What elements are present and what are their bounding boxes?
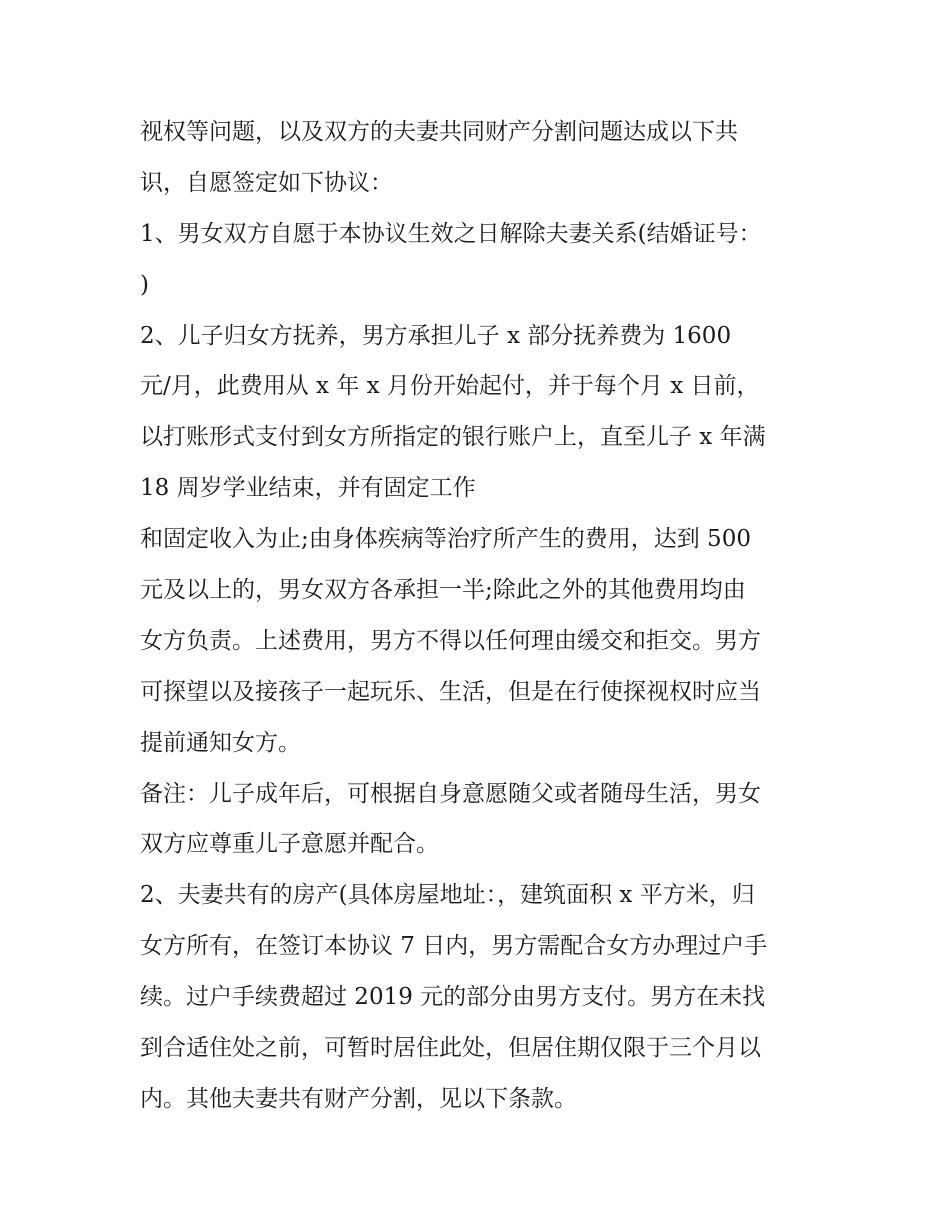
text-line: 可探望以及接孩子一起玩乐、生活，但是在行使探视权时应当 <box>140 678 761 705</box>
text-line: 2、夫妻共有的房产(具体房屋地址：，建筑面积 x 平方米，归 <box>140 882 755 909</box>
text-line: 以打账形式支付到女方所指定的银行账户上，直至儿子 x 年满 <box>140 424 766 451</box>
text-line: ) <box>140 271 149 298</box>
text-line: 女方负责。上述费用，男方不得以任何理由缓交和拒交。男方 <box>140 627 761 654</box>
text-line: 提前通知女方。 <box>140 729 301 756</box>
text-line: 视权等问题，以及双方的夫妻共同财产分割问题达成以下共 <box>140 119 738 145</box>
text-line: 2、儿子归女方抚养，男方承担儿子 x 部分抚养费为 1600 <box>140 322 732 349</box>
text-line: 18 周岁学业结束，并有固定工作 <box>140 475 476 502</box>
text-line: 元/月，此费用从 x 年 x 月份开始起付，并于每个月 x 日前， <box>140 373 760 400</box>
text-line: 元及以上的，男女双方各承担一半;除此之外的其他费用均由 <box>140 577 746 604</box>
text-line: 备注：儿子成年后，可根据自身意愿随父或者随母生活，男女 <box>140 780 761 807</box>
agreement-text <box>140 107 830 1125</box>
text-line: 内。其他夫妻共有财产分割，见以下条款。 <box>140 1085 577 1112</box>
text-line: 双方应尊重儿子意愿并配合。 <box>140 831 439 858</box>
text-line: 1、男女双方自愿于本协议生效之日解除夫妻关系(结婚证号： <box>140 220 762 247</box>
text-line: 和固定收入为止;由身体疾病等治疗所产生的费用，达到 500 <box>140 526 751 553</box>
text-line: 到合适住处之前，可暂时居住此处，但居住期仅限于三个月以 <box>140 1035 761 1062</box>
text-line: 续。过户手续费超过 2019 元的部分由男方支付。男方在未找 <box>140 984 766 1011</box>
text-line: 女方所有，在签订本协议 7 日内，男方需配合女方办理过户手 <box>140 933 768 960</box>
text-line: 识，自愿签定如下协议： <box>140 169 393 196</box>
